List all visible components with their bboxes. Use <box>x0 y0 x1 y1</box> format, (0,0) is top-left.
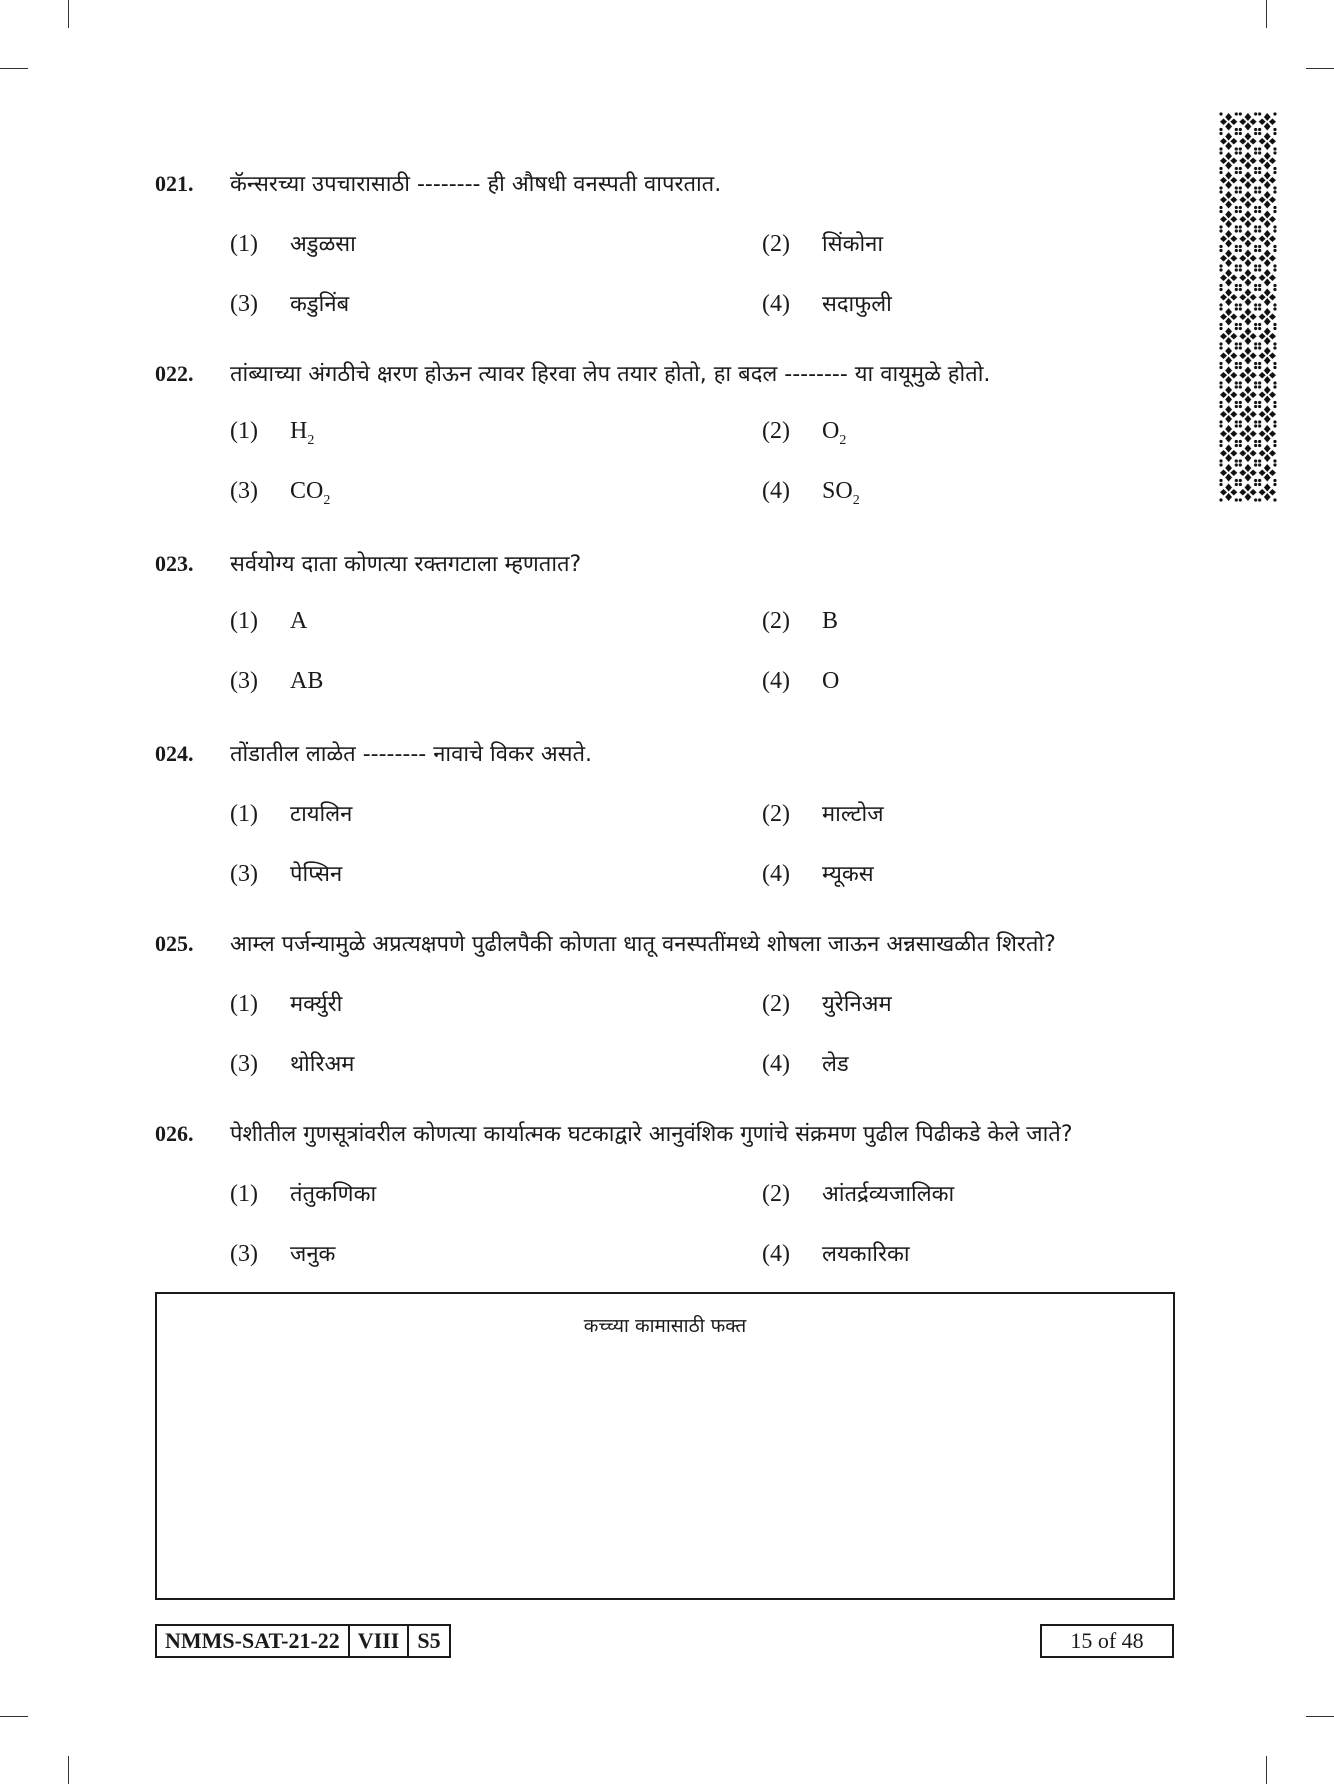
option-2: (2) माल्टोज <box>762 801 884 827</box>
rough-work-label: कच्च्या कामासाठी फक्त <box>583 1315 747 1337</box>
question-number: 023. <box>155 551 194 576</box>
decorative-pattern <box>1219 112 1277 502</box>
option-4: (4) $SO_2$ <box>762 478 860 508</box>
crop-mark <box>0 1716 28 1717</box>
standard-label: VIII <box>350 1624 410 1658</box>
crop-mark <box>1306 1716 1334 1717</box>
option-4: (4) सदाफुली <box>762 291 892 317</box>
question-number: 021. <box>155 171 194 196</box>
question-text: कॅन्सरच्या उपचारासाठी -------- ही औषधी वनस्पती वापरतात. <box>230 172 722 197</box>
option-3: (3) कडुनिंब <box>230 291 350 317</box>
crop-mark <box>0 68 28 69</box>
exam-code: NMMS-SAT-21-22 <box>155 1624 350 1658</box>
question-text: आम्ल पर्जन्यामुळे अप्रत्यक्षपणे पुढीलपैकी कोणता धातू वनस्पतींमध्ये शोषला जाऊन अन्नसाखळीत शिरतो? <box>230 932 1056 957</box>
set-label: S5 <box>409 1624 450 1658</box>
question-text: तोंडातील लाळेत -------- नावाचे विकर असते. <box>230 742 593 767</box>
option-4: (4) लयकारिका <box>762 1241 910 1267</box>
question-023 <box>155 548 1185 708</box>
option-4: (4) म्यूकस <box>762 861 874 887</box>
option-2: (2) सिंकोना <box>762 231 884 257</box>
question-number: 024. <box>155 741 194 766</box>
crop-mark <box>1266 1756 1267 1784</box>
option-3: (3) पेप्सिन <box>230 861 343 887</box>
question-026 <box>155 1118 1185 1278</box>
question-text: तांब्याच्या अंगठीचे क्षरण होऊन त्यावर हिरवा लेप तयार होतो, हा बदल -------- या वायूमुळे होतो. <box>230 362 991 387</box>
crop-mark <box>1306 68 1334 69</box>
option-1: (1) अडुळसा <box>230 231 356 257</box>
question-021 <box>155 168 1185 328</box>
option-2: (2) आंतर्द्रव्यजालिका <box>762 1181 955 1207</box>
question-number: 025. <box>155 931 194 956</box>
option-1: (1) A <box>230 608 308 634</box>
option-2: (2) $O_2$ <box>762 418 847 448</box>
option-4: (4) O <box>762 668 840 694</box>
question-text: पेशीतील गुणसूत्रांवरील कोणत्या कार्यात्मक घटकाद्वारे आनुवंशिक गुणांचे संक्रमण पुढील पिढीकडे केले जाते? <box>230 1122 1073 1147</box>
option-2: (2) युरेनिअम <box>762 991 892 1017</box>
question-025 <box>155 928 1185 1088</box>
page-number: 15 of 48 <box>1040 1624 1174 1658</box>
option-3: (3) AB <box>230 668 324 694</box>
option-2: (2) B <box>762 608 839 634</box>
crop-mark <box>68 1756 69 1784</box>
question-text: सर्वयोग्य दाता कोणत्या रक्तगटाला म्हणतात? <box>230 552 582 577</box>
question-number: 022. <box>155 361 194 386</box>
option-3: (3) थोरिअम <box>230 1051 355 1077</box>
option-3: (3) जनुक <box>230 1241 336 1267</box>
question-022 <box>155 358 1185 518</box>
option-1: (1) मर्क्युरी <box>230 991 343 1017</box>
footer-code-box <box>155 1624 451 1658</box>
option-3: (3) $CO_2$ <box>230 478 331 508</box>
question-024 <box>155 738 1185 898</box>
option-1: (1) तंतुकणिका <box>230 1181 377 1207</box>
crop-mark <box>68 0 69 28</box>
option-1: (1) टायलिन <box>230 801 353 827</box>
option-4: (4) लेड <box>762 1051 849 1077</box>
option-1: (1) $H_2$ <box>230 418 315 448</box>
crop-mark <box>1266 0 1267 28</box>
question-number: 026. <box>155 1121 194 1146</box>
rough-work-box <box>155 1292 1175 1600</box>
